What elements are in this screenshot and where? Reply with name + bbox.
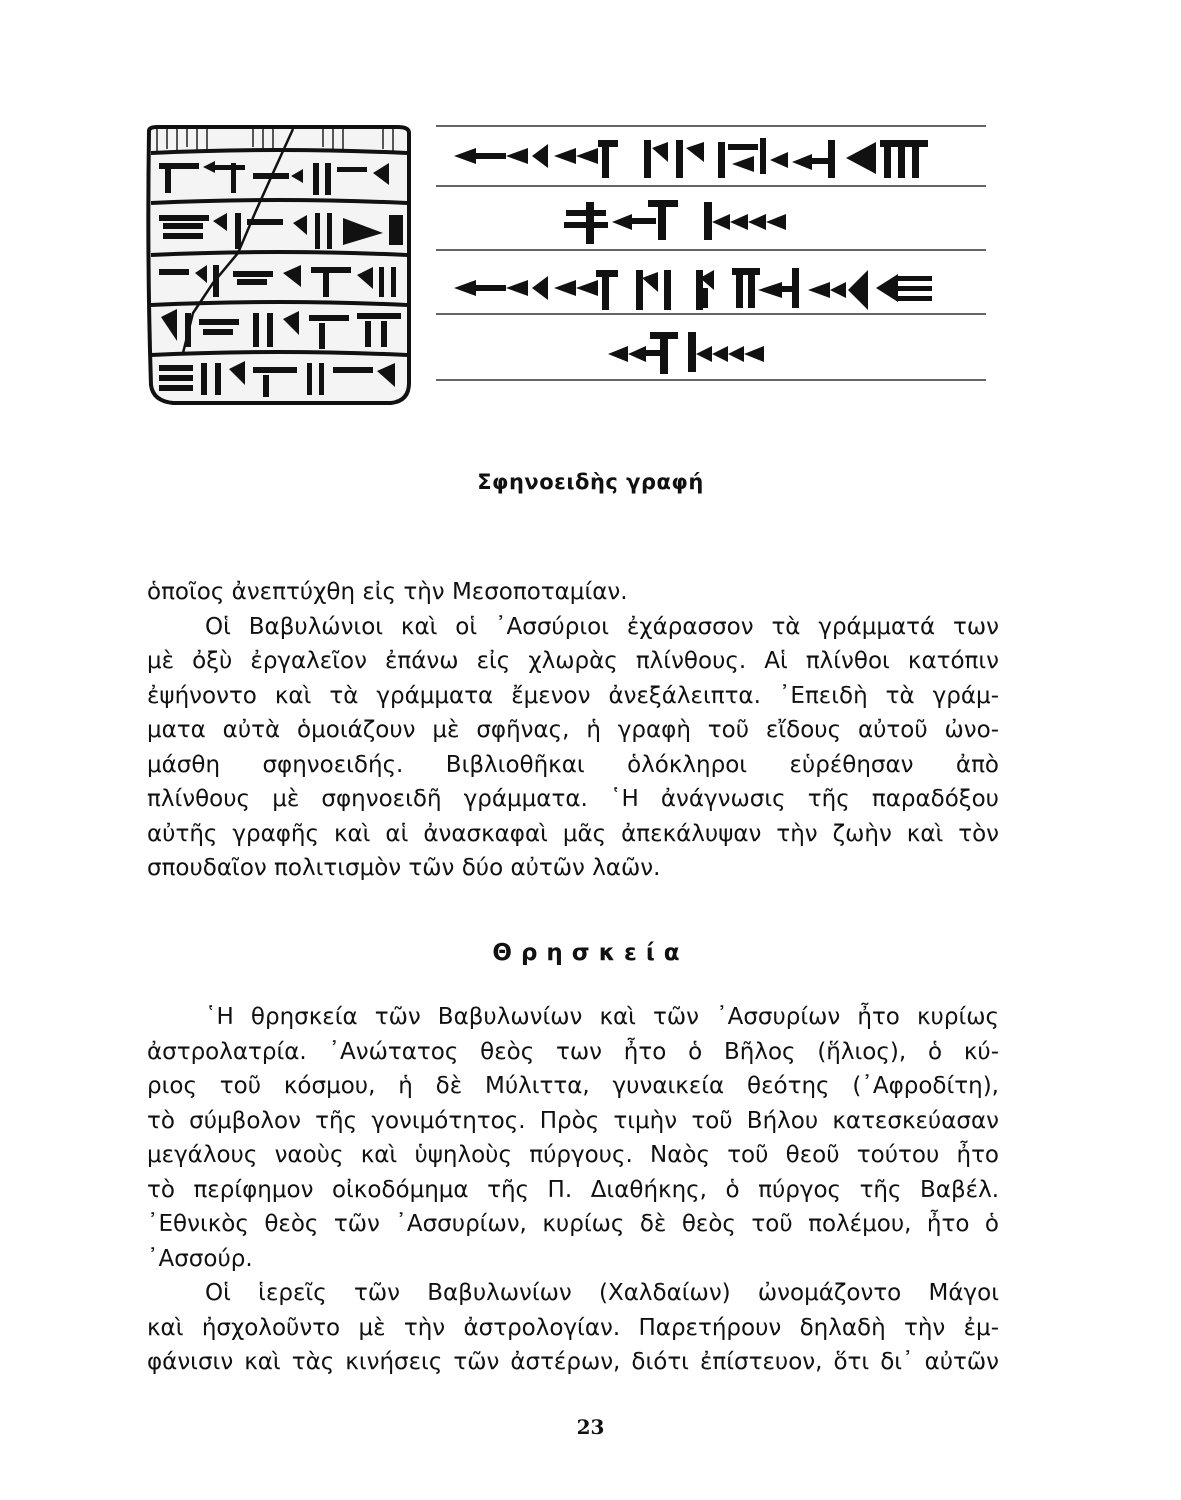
paragraph-religion [147, 1000, 999, 1276]
text-line: ἐψήνοντο καὶ τὰ γράμματα ἔμενον ἀνεξάλειπτα. ᾿Επειδὴ τὰ γράμ- [147, 682, 999, 709]
body-text-lower [147, 1000, 999, 1380]
continuation-paragraph [147, 575, 999, 610]
text-line: ᾿Εθνικὸς θεὸς τῶν ᾿Ασσυρίων, κυρίως δὲ θεὸς τοῦ πολέμου, ἦτο ὁ [147, 1211, 999, 1237]
text-line: καὶ ἠσχολοῦντο μὲ τὴν ἀστρολογίαν. Παρετήρουν δηλαδὴ τὴν ἐμ- [147, 1314, 999, 1341]
text-line: Οἱ Βαβυλώνιοι καὶ οἱ ᾿Ασσύριοι ἐχάρασσον τὰ γράμματά των [205, 613, 999, 640]
cuneiform-transcription [436, 118, 986, 388]
figure-caption: Σφηνοειδὴς γραφή [477, 470, 704, 494]
text-line: ἀστρολατρία. ᾿Ανώτατος θεὸς των ἦτο ὁ Βῆλος (ἥλιος), ὁ κύ- [147, 1038, 999, 1065]
text-line: ματα αὐτὰ ὁμοιάζουν μὲ σφῆνας, ἡ γραφὴ τοῦ εἴδους αὐτοῦ ὠνο- [147, 717, 999, 743]
page-number: 23 [576, 1415, 605, 1439]
text-line: αὐτῆς γραφῆς καὶ αἱ ἀνασκαφαὶ μᾶς ἀπεκάλυψαν τὴν ζωὴν καὶ τὸν [147, 820, 999, 847]
text-line: φάνισιν καὶ τὰς κινήσεις τῶν ἀστέρων, διότι ἐπίστευον, ὅτι δι᾿ αὐτῶν [147, 1349, 999, 1375]
text-line: ᾿Ασσούρ. [147, 1245, 253, 1272]
paragraph-priests [147, 1276, 999, 1380]
text-line: τὸ σύμβολον τῆς γονιμότητος. Πρὸς τιμὴν τοῦ Βήλου κατεσκεύασαν [147, 1107, 999, 1134]
text-line: Οἱ ἱερεῖς τῶν Βαβυλωνίων (Χαλδαίων) ὠνομάζοντο Μάγοι [205, 1280, 999, 1306]
clay-tablet-icon [143, 123, 413, 405]
text-line: μάσθη σφηνοειδής. Βιβλιοθῆκαι ὁλόκληροι εὑρέθησαν ἀπὸ [147, 751, 999, 778]
body-text-upper [147, 575, 999, 886]
text-line: σπουδαῖον πολιτισμὸν τῶν δύο αὐτῶν λαῶν. [147, 855, 661, 881]
cuneiform-lines-icon [436, 118, 986, 388]
section-heading: Θρησκεία [492, 940, 689, 966]
text-line: μεγάλους ναοὺς καὶ ὑψηλοὺς πύργους. Ναὸς τοῦ θεοῦ τούτου ἦτο [147, 1142, 999, 1168]
paragraph-cuneiform-writing [147, 610, 999, 886]
text-line: ὁποῖος ἀνεπτύχθη εἰς τὴν Μεσοποταμίαν. [147, 579, 628, 605]
text-line: τὸ περίφημον οἰκοδόμημα τῆς Π. Διαθήκης, ὁ πύργος τῆς Βαβέλ. [147, 1176, 999, 1203]
text-line: πλίνθους μὲ σφηνοειδῆ γράμματα. ῾Η ἀνάγνωσις τῆς παραδόξου [147, 786, 999, 812]
text-line: ῾Η θρησκεία τῶν Βαβυλωνίων καὶ τῶν ᾿Ασσυρίων ἦτο κυρίως [205, 1004, 999, 1030]
text-line: ριος τοῦ κόσμου, ἡ δὲ Μύλιττα, γυναικεία θεότης (᾿Αφροδίτη), [147, 1073, 999, 1099]
text-line: μὲ ὀξὺ ἐργαλεῖον ἐπάνω εἰς χλωρὰς πλίνθους. Αἱ πλίνθοι κατόπιν [147, 648, 999, 674]
clay-tablet-illustration [143, 123, 413, 405]
